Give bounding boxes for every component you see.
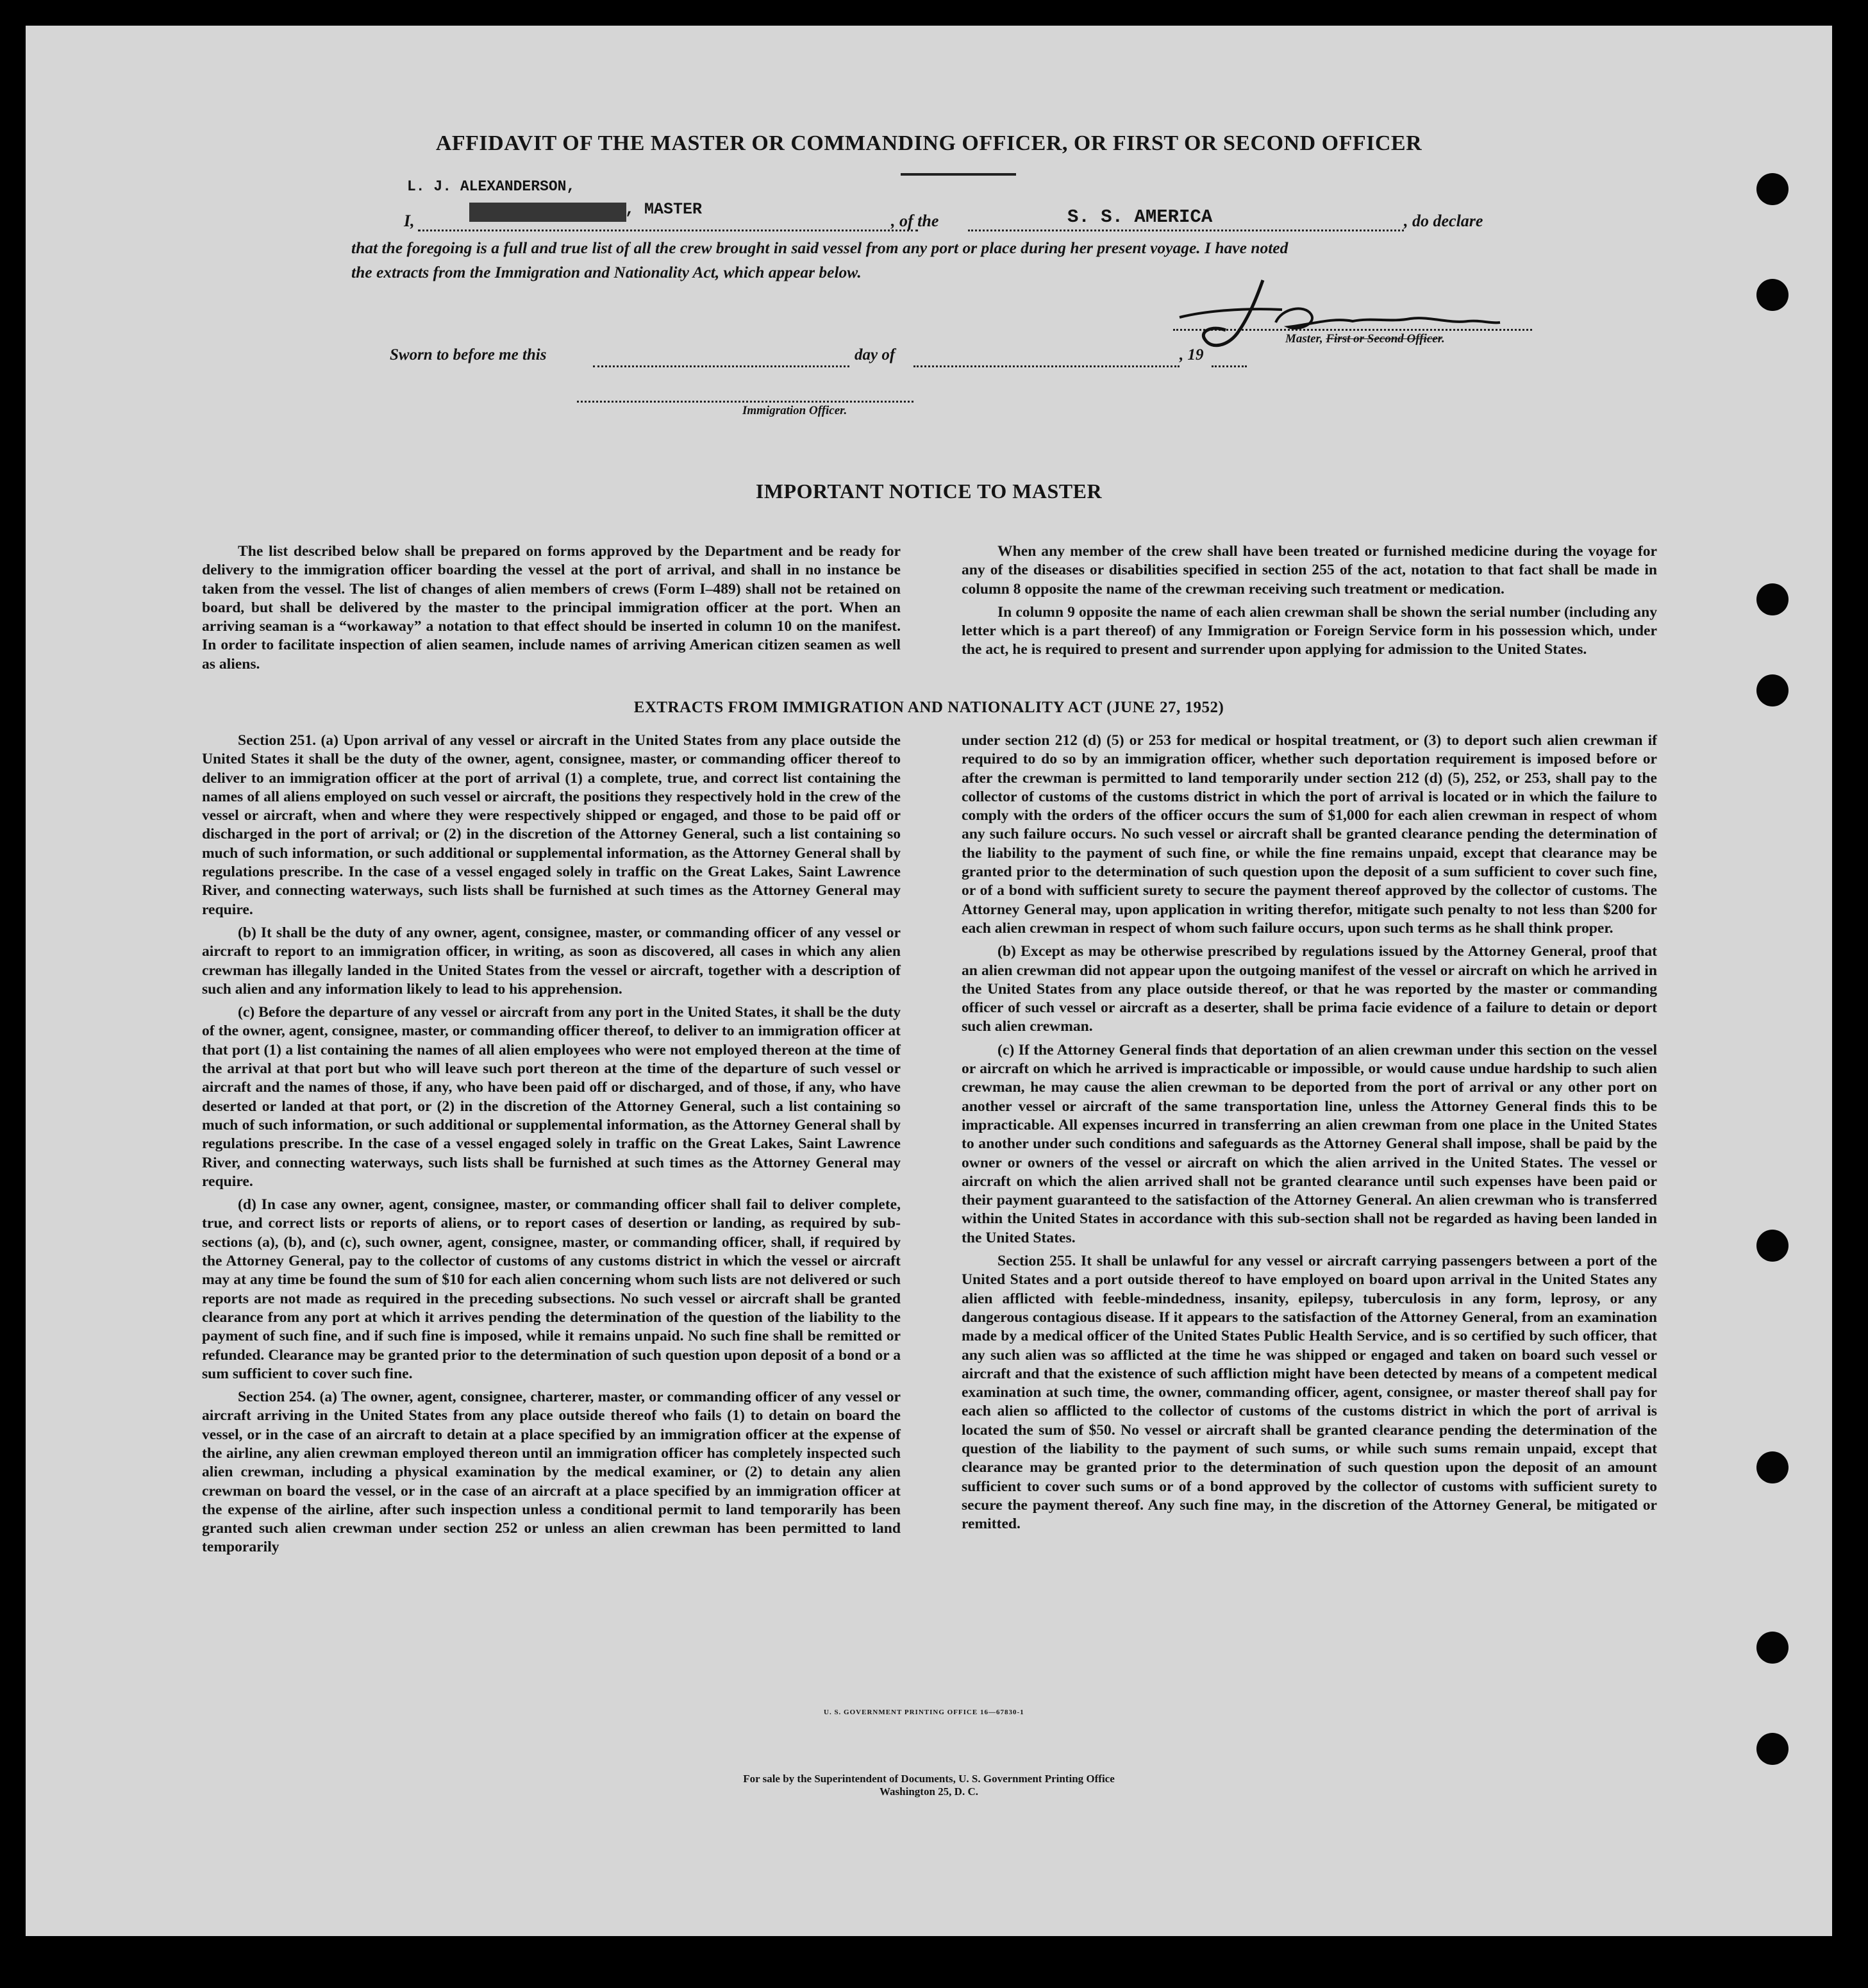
extracts-right-paragraph: Section 255. It shall be unlawful for any vessel or aircraft carrying passengers between a port of the United States and a port outside thereof to have employed on board upon arrival in the United States any alien afflicted with feeble-mindedness, insanity, epilepsy, tuberculosis in any form, leprosy, or any dangerous contagious disease. If it appears to the satisfaction of the Attorney General, from an examination made by a medical officer of the United States Public Health Service, and is so certified by such officer, that any such alien was so afflicted at the time he was shipped or engaged and taken on board such vessel or aircraft and that the existence of such affliction might have been detected by means of a competent medical examination at such time, the owner, commanding officer, agent, consignee, or master thereof shall pay for each alien so afflicted to the collector of customs of the customs district in which the port of arrival is located the sum of $50. No vessel or aircraft shall be granted clearance pending the determination of the question of the liability to the payment of such sums, or while such sums remain unpaid, except that clearance may be granted prior to the determination of such question upon the deposit of an amount sufficient to cover such sums or of a bond approved by the collector of customs with sufficient surety to secure the payment thereof. Any such fine may, in the discretion of the Attorney General, be mitigated or remitted. xyxy=(962,1253,1657,1533)
extracts-left-paragraph: (b) It shall be the duty of any owner, agent, consignee, master, or commanding officer of any vessel or aircraft to report to an immigration officer, in writing, as soon as discovered, all cases in which any alien crewman has illegally landed in the United States from the vessel or aircraft, together with a description of such alien and any information likely to lead to his apprehension. xyxy=(202,924,901,998)
punch-hole xyxy=(1756,583,1789,615)
do-declare-label: , do declare xyxy=(1404,212,1483,230)
sale-notice xyxy=(26,1773,1832,1798)
punch-hole xyxy=(1756,1451,1789,1483)
document-page xyxy=(26,26,1832,1936)
punch-hole xyxy=(1756,173,1789,205)
extracts-title: EXTRACTS FROM IMMIGRATION AND NATIONALITY ACT (JUNE 27, 1952) xyxy=(633,699,1224,716)
statement-line-1: that the foregoing is a full and true list of all the crew brought in said vessel from any port or place during her present voyage. I have noted xyxy=(351,238,1288,257)
typed-rank: , MASTER xyxy=(625,200,703,219)
vessel-name: S. S. AMERICA xyxy=(1067,206,1213,228)
notice-left-paragraph: The list described below shall be prepared on forms approved by the Department and be ready for delivery to the immigration officer boarding the vessel at the port of arrival, and shall in no instance be taken from the vessel. The list of changes of alien members of crews (Form I–489) shall not be retained on board, but shall be delivered by the master to the principal immigration officer at the port. When an arriving seaman is a “workaway” a notation to that effect should be inserted in column 10 on the manifest. In order to facilitate inspection of alien seamen, include names of arriving American citizen seamen as well as aliens. xyxy=(202,543,901,672)
punch-hole xyxy=(1756,1632,1789,1664)
statement-line-2: the extracts from the Immigration and Nationality Act, which appear below. xyxy=(351,263,862,281)
year-line xyxy=(1212,365,1247,367)
vessel-line xyxy=(968,230,1404,231)
notice-title: IMPORTANT NOTICE TO MASTER xyxy=(755,480,1103,503)
sale-line-2: Washington 25, D. C. xyxy=(880,1785,978,1798)
notice-right-paragraph: In column 9 opposite the name of each alien crewman shall be shown the serial number (including any letter which is a part thereof) of any Immigration or Foreign Service form in his possession which, under the act, he is required to present and surrender upon applying for admission to the United States. xyxy=(962,603,1657,658)
notice-right-column xyxy=(962,542,1657,660)
extracts-left-paragraph: Section 254. (a) The owner, agent, consignee, charterer, master, or commanding officer of any vessel or aircraft arriving in the United States from any place outside thereof who fails (1) to detain on board the vessel, or in the case of an aircraft to detain at a place specified by an immigration officer at the expense of the airline, any alien crewman employed thereon until an immigration officer has completely inspected such alien crewman, including a physical examination by the medical examiner, or (2) to detain any alien crewman on board the vessel, or in the case of an aircraft at a place specified by an immigration officer at the expense of the airline, after such inspection unless a conditional permit to land temporarily has been granted such alien crewman under section 252 or unless an alien crewman has been permitted to land temporarily xyxy=(202,1389,901,1556)
extracts-right-paragraph: under section 212 (d) (5) or 253 for medical or hospital treatment, or (3) to deport such alien crewman if required to do so by an immigration officer, whether such deportation requirement is imposed before or after the crewman is permitted to land temporarily under section 212 (d) (5), 252, or 253, shall pay to the collector of customs of the customs district in which the port of arrival is located or in which the failure to comply with the orders of the officer occurs the sum of $1,000 for each alien crewman in respect of whom any such failure occurs. No such vessel or aircraft shall be granted clearance pending the determination of the liability to the payment of such fine, or while the fine remains unpaid, except that clearance may be granted prior to the determination of such question upon the deposit of a sum sufficient to cover such fine, or of a bond with sufficient surety to secure the payment thereof approved by the collector of customs. The Attorney General may, upon application in writing therefor, mitigate such penalty to not less than $200 for each alien crewman in respect of whom such failure occurs, upon such terms as he shall think proper. xyxy=(962,732,1657,937)
signer-caption xyxy=(1285,332,1445,346)
extracts-right-paragraph: (b) Except as may be otherwise prescribed by regulations issued by the Attorney General, proof that an alien crewman did not appear upon the outgoing manifest of the vessel or aircraft on which he arrived in the United States from any place outside thereof, or that he was reported by the master or commanding officer of such vessel or aircraft as a deserter, shall be prima facie evidence of a failure to detain or deport such alien crewman. xyxy=(962,943,1657,1035)
punch-hole xyxy=(1756,674,1789,706)
signer-caption-suffix: . xyxy=(1442,332,1445,346)
officer-line xyxy=(577,401,913,403)
sworn-month-line xyxy=(913,365,1180,367)
punch-hole xyxy=(1756,1230,1789,1262)
redacted-name xyxy=(469,203,626,222)
of-the-label: , of the xyxy=(891,212,939,230)
year-label: , 19 xyxy=(1180,346,1204,363)
extracts-left-paragraph: (c) Before the departure of any vessel or aircraft from any port in the United States, it shall be the duty of the owner, agent, consignee, master, or commanding officer thereof, to deliver to an immigration officer at that port (1) a list containing the names of all alien employees who were not employed thereon at the time of the arrival at that port but who will leave such port thereon at the time of the departure of such vessel or aircraft and the names of those, if any, who have been paid off or discharged, and of those, if any, who have deserted or landed at that port, or (2) in the discretion of the Attorney General, such a list containing so much of such information, or such additional or supplemental information, as the Attorney General shall by regulations prescribe. In the case of a vessel engaged solely in traffic on the Great Lakes, Saint Lawrence River, and connecting waterways, such lists shall be furnished at such times as the Attorney General may require. xyxy=(202,1004,901,1190)
typed-name: L. J. ALEXANDERSON, xyxy=(407,178,576,195)
extracts-left-paragraph: (d) In case any owner, agent, consignee, master, or commanding officer shall fail to deliver complete, true, and correct lists or reports of aliens, or to report cases of desertion or landing, as required by sub-sections (a), (b), and (c), such owner, agent, consignee, master, or commanding officer, shall, if required by the Attorney General, pay to the collector of customs of any customs district in which the vessel or aircraft may at any time be found the sum of $10 for each alien concerning whom such lists are not delivered or such reports are not made as required in the preceding subsections. No such vessel or aircraft shall be granted clearance from any port at which it arrives pending the determination of the question of the liability to the payment of such fine, and if such fine is imposed, while it remains unpaid. No such fine shall be remitted or refunded. Clearance may be granted prior to the determination of such question upon deposit of a bond or a sum sufficient to cover such fine. xyxy=(202,1196,901,1382)
notice-right-paragraph: When any member of the crew shall have been treated or furnished medicine during the voyage for any of the diseases or disabilities specified in section 255 of the act, notation to that fact shall be made in column 8 opposite the name of the crewman receiving such treatment or medication. xyxy=(962,543,1657,597)
sale-line-1: For sale by the Superintendent of Documents, U. S. Government Printing Office xyxy=(743,1773,1115,1785)
extracts-left-paragraph: Section 251. (a) Upon arrival of any vessel or aircraft in the United States from any place outside the United States it shall be the duty of the owner, agent, consignee, master, or commanding officer thereof to deliver to an immigration officer at the port of arrival (1) a complete, true, and correct list containing the names of all aliens employed on such vessel or aircraft, the positions they respectively hold in the crew of the vessel or aircraft, when and where they were respectively shipped or engaged, and those to be paid off or discharged in the port of arrival; or (2) in the discretion of the Attorney General, such a list containing so much of such information, or such additional or supplemental information, as the Attorney General shall by regulations prescribe. In the case of a vessel engaged solely in traffic on the Great Lakes, Saint Lawrence River, and connecting waterways, such lists shall be furnished at such times as the Attorney General may require. xyxy=(202,732,901,918)
i-label: I, xyxy=(404,212,415,230)
signer-caption-prefix: Master, xyxy=(1285,332,1326,346)
day-of-label: day of xyxy=(855,346,896,363)
extracts-right-column xyxy=(962,731,1657,1533)
sworn-label: Sworn to before me this xyxy=(390,346,547,363)
immigration-officer-label: Immigration Officer. xyxy=(742,404,847,417)
punch-hole xyxy=(1756,279,1789,311)
extracts-left-column xyxy=(202,731,901,1557)
affidavit-title: AFFIDAVIT OF THE MASTER OR COMMANDING OFFICER, OR FIRST OR SECOND OFFICER xyxy=(435,131,1422,155)
signer-caption-struck: First or Second Officer xyxy=(1326,332,1442,346)
title-rule xyxy=(901,173,1016,176)
printing-office-line: U. S. GOVERNMENT PRINTING OFFICE 16—67830-1 xyxy=(824,1708,1024,1716)
name-line xyxy=(418,230,918,231)
sworn-day-line xyxy=(593,365,849,367)
notice-left-column xyxy=(202,542,901,674)
punch-hole xyxy=(1756,1733,1789,1765)
extracts-right-paragraph: (c) If the Attorney General finds that deportation of an alien crewman under this section on the vessel or aircraft on which he arrived is impracticable or impossible, or would cause undue hardship to such alien crewman, he may cause the alien crewman to be deported from the port of arrival or any other port on another vessel or aircraft of the same transportation line, unless the Attorney General finds this to be impracticable. All expenses incurred in transferring an alien crewman from one place in the United States to another under such conditions and safeguards as the Attorney General shall impose, shall be paid by the owner or owners of the vessel or aircraft on which the alien arrived in the United States. The vessel or aircraft on which the alien arrived shall not be granted clearance until such expenses have been paid or their payment guaranteed to the satisfaction of the Attorney General. An alien crewman who is transferred within the United States in accordance with this sub-section shall not be regarded as having been landed in the United States. xyxy=(962,1041,1657,1246)
